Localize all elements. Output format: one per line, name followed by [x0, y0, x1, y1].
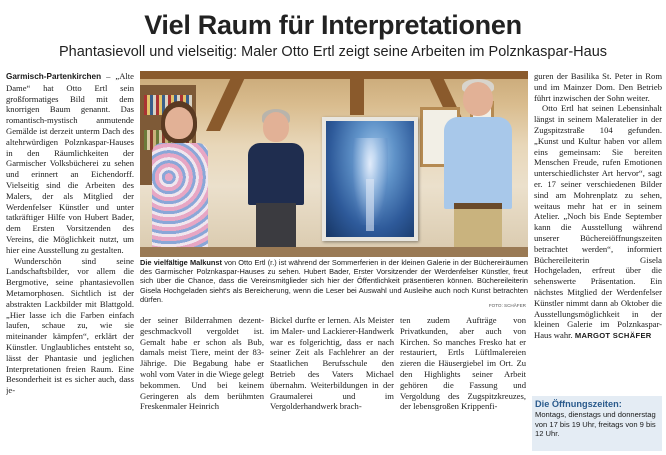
article-photo — [140, 71, 528, 257]
article-paragraph: Otto Ertl hat seinen Lebensinhalt längst in seinem Maleratelier in der Zugspitzstraße 104 gefunden. „Kunst und Kultur haben vor allem eins gemeinsam: Sie bereiten Menschen Freude, rufen Emotionen unterschiedlichster Art hervor“, sagt er. 17 seiner verschiedenen Bilder sind am Mohrenplatz zu sehen, weitaus mehr hat er in seinem Atelier. „Noch bis Ende September kann die Ausstellung während unserer Büchereiöffnungszeiten betrachtet werden“, informiert Büchereileiterin Gisela Hochgeladen, erfreut über die sehenswerte Präsentation. Ein nächstes Mitglied der Werdenfelser Künstler nimmt dann ab Oktober die Ausstellungsmöglichkeit in der kleinen Galerie im Polznkaspar-Haus wahr. MARGOT SCHÄFER — [534, 103, 662, 341]
article-paragraph: – „Alte Dame“ hat Otto Ertl sein großformatiges Bild mit dem knorrigen Baum genannt. Das romantisch-mystisch anmutende Gemälde ist derzeit unterm Dach des altehrwürdigen Polznkaspar-Hauses in den Räumlichkeiten der Garmischer Volksbücherei zu sehen und erinnert an Eichendorff. Vielseitig sind die Arbeiten des Malers, der als Mitglied der Werdenfelser Künstler und unter tatkräftiger Hilfe von Hubert Bader, dem Ersten Vorsitzenden des Vereins, die Möglichkeit nutzt, um hier eine Ausstellung zu gestalten. — [6, 71, 134, 255]
article-column-2 — [140, 315, 264, 453]
headline: Viel Raum für Interpretationen — [144, 10, 522, 40]
author-byline: MARGOT SCHÄFER — [574, 331, 652, 341]
painting-alte-dame — [322, 117, 418, 241]
article-paragraph: Bickel durfte er lernen. Als Meister im Maler- und Lackierer-Handwerk war es folgerichtig, dass er nach seiner Zeit als Fachlehrer an der Staatlichen Berufsschule den Betrieb des Vaters Michael übernahm. Weiterbildungen in der Graumalerei und im Vergolderhandwerk brach- — [270, 315, 394, 412]
opening-hours-title: Die Öffnungszeiten: — [535, 399, 622, 409]
article-column-3 — [270, 315, 394, 453]
subheadline: Phantasievoll und vielseitig: Maler Otto Ertl zeigt seine Arbeiten im Polznkaspar-Haus — [58, 44, 608, 60]
person-otto-ertl — [440, 79, 516, 257]
caption-text: von Otto Ertl (r.) ist während der Sommerferien in der kleinen Galerie in der Büchereiräumen des Garmischer Polznkaspar-Hauses zu sehen. Hubert Bader, Erster Vorsitzender der Werdenfelser Künstler, freut sich über die Chance, dass die Vereinsmitglieder sich hier der Öffentlichkeit präsentieren können. Büchereileiterin Gisela Hochgeladen sieht's als Bereicherung, wenn die Leser bei Auswahl und Ausleihe auch noch Kunst betrachten dürfen. — [140, 258, 528, 304]
article-paragraph: ten zudem Aufträge von Privatkunden, aber auch von Kirchen. So manches Fresko hat er restauriert, Ertls Lüftlmalereien zieren die Häusergiebel im Ort. Zu den Highlights seiner Arbeit gehören die Fassung und Vergoldung des Zugspitzkreuzes, der lebensgroßen Krippenfi- — [400, 315, 526, 412]
opening-hours-box — [532, 396, 662, 451]
article-column-1 — [6, 71, 134, 452]
caption-lead: Die vielfältige Malkunst — [140, 258, 222, 267]
person-hubert-bader — [244, 109, 308, 257]
article-column-4 — [400, 315, 526, 453]
dateline: Garmisch-Partenkirchen — [6, 72, 102, 81]
article-paragraph: guren der Basilika St. Peter in Rom und im Mainzer Dom. Den Betrieb führt inzwischen der Sohn weiter. — [534, 71, 662, 103]
article-column-5 — [534, 71, 662, 393]
opening-hours-text: Montags, dienstags und donnerstag von 17 bis 19 Uhr, freitags von 9 bis 12 Uhr. — [535, 410, 656, 439]
person-gisela-hochgeladen — [148, 101, 212, 257]
article-paragraph: der seiner Bilderrahmen dezent-geschmackvoll vergoldet ist. Gemalt habe er schon als Bub, damals meist Tiere, meint der 83-Jährige. Die Begabung habe er wohl vom Vater in die Wiege gelegt bekommen. Und bei keinem Geringeren als dem berühmten Freskenmaler Heinrich — [140, 315, 264, 412]
article-paragraph: Wunderschön sind seine Landschaftsbilder, vor allem die Bergmotive, seine phantasievollen Metamorphosen. Sichtlich ist der abstrakten Lackbilder mit Blattgold. „Hier lasse ich die Farben einfach laufen, schaue zu, wie sie miteinander kämpfen“, erklärt der Künstler. Unglaubliches entsteht so, lässt der Phantasie und jeglichen Interpretationen freien Raum. Eine Besonderheit ist es sicher auch, dass je- — [6, 255, 134, 396]
photo-credit: FOTO: SCHÄFER — [488, 303, 526, 308]
